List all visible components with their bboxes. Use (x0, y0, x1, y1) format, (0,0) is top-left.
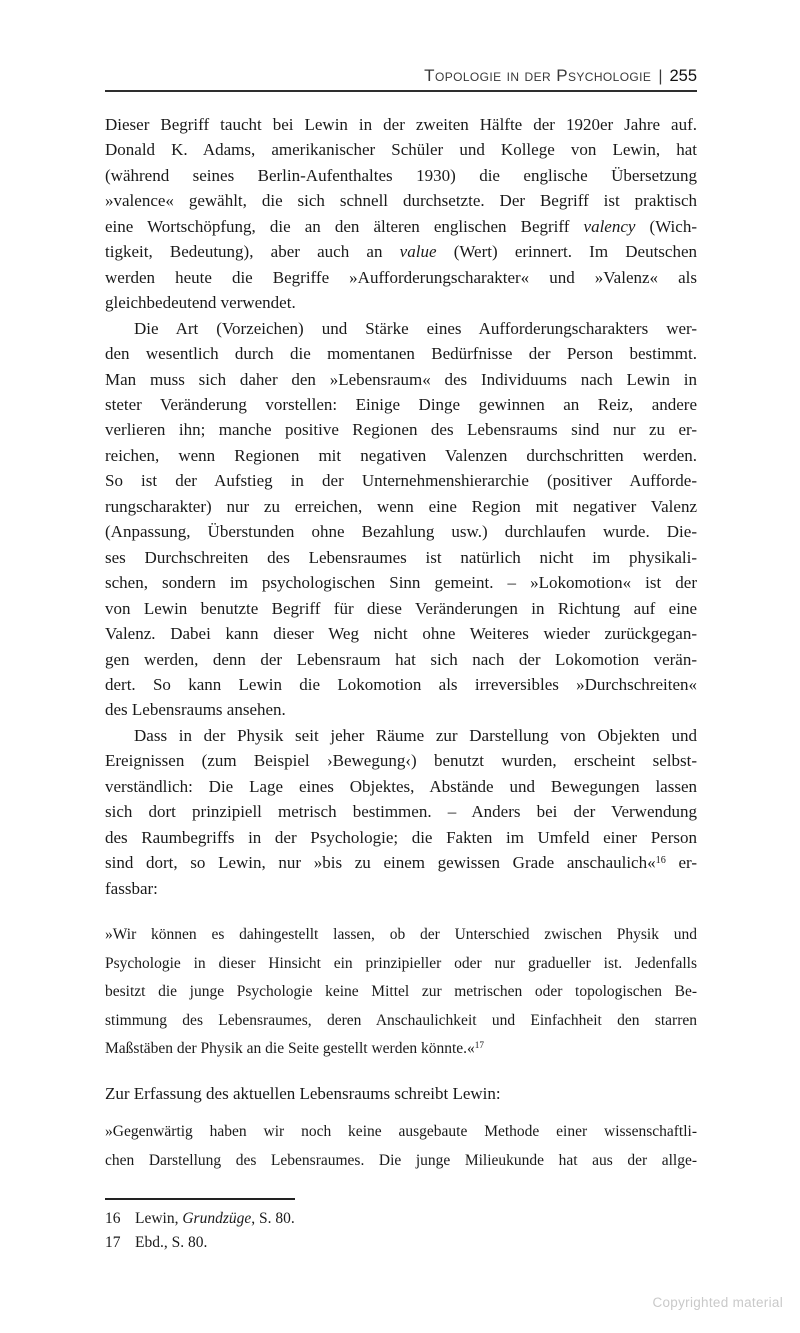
text-line: schen, sondern im psychologischen Sinn gemeint. – »Lokomotion« ist der (105, 573, 697, 593)
header-rule (105, 90, 697, 92)
page-header (105, 66, 697, 92)
text-line: des Raumbegriffs in der Psychologie; die Fakten im Umfeld einer Person (105, 827, 697, 847)
text-line: des Lebensraums ansehen. (105, 700, 286, 720)
text-line: Dass in der Physik seit jeher Räume zur Darstellung von Objekten und (134, 725, 697, 745)
text-line: Dieser Begriff taucht bei Lewin in der zweiten Hälfte der 1920er Jahre auf. (105, 115, 697, 134)
text-line: stimmung des Lebensraumes, deren Anschaulichkeit und Einfachheit den starren (105, 1011, 697, 1029)
text-line: werden heute die Begriffe »Aufforderungscharakter« und »Valenz« als (105, 267, 697, 287)
text-line: (Anpassung, Überstunden ohne Bezahlung usw.) durchlaufen wurde. Die- (105, 522, 697, 542)
text-line: eine Wortschöpfung, die an den älteren englischen Begriff valency (Wich- (105, 216, 697, 236)
footnote-area (105, 1198, 697, 1256)
text-line: »Wir können es dahingestellt lassen, ob der Unterschied zwischen Physik und (105, 926, 697, 944)
paragraph (105, 316, 697, 723)
footnote-number: 17 (105, 1234, 121, 1252)
text-line: verständlich: Die Lage eines Objektes, Abstände und Bewegungen lassen (105, 776, 697, 796)
running-head-row (105, 66, 697, 87)
text-line: gen werden, denn der Lebensraum hat sich nach der Lokomotion verän- (105, 649, 697, 669)
text-line: reichen, wenn Regionen mit negativen Valenzen durchschritten werden. (105, 445, 697, 465)
text-line: »Gegenwärtig haben wir noch keine ausgebaute Methode einer wissenschaftli- (105, 1123, 697, 1141)
text-line: chen Darstellung des Lebensraumes. Die junge Milieukunde hat aus der allge- (105, 1152, 697, 1170)
header-separator: | (658, 68, 663, 85)
block-quote (105, 921, 697, 1064)
block-quote (105, 1118, 697, 1175)
page-body (105, 112, 697, 1176)
text-line: rungscharakter) nur zu erreichen, wenn eine Region mit negativer Valenz (105, 496, 697, 516)
text-line: gleichbedeutend verwendet. (105, 293, 296, 313)
footnote (105, 1207, 697, 1232)
text-line: Man muss sich daher den »Lebensraum« des Individuums nach Lewin in (105, 369, 697, 389)
text-line: Die Art (Vorzeichen) und Stärke eines Aufforderungscharakters wer- (134, 318, 697, 338)
text-line: verlieren ihn; manche positive Regionen des Lebensraums sind nur zu er- (105, 420, 697, 440)
paragraph (105, 112, 697, 316)
text-line: ses Durchschreiten des Lebensraumes ist natürlich nicht im physikali- (105, 547, 697, 567)
footnotes-list (105, 1207, 697, 1256)
text-line: sind dort, so Lewin, nur »bis zu einem gewissen Grade anschaulich«$^{16}$ er- (105, 853, 697, 873)
text-line: »valence« gewählt, die sich schnell durchsetzte. Der Begriff ist praktisch (105, 191, 697, 211)
footnote-separator-rule (105, 1198, 295, 1200)
text-line: sich dort prinzipiell metrisch bestimmen. – Anders bei der Verwendung (105, 802, 697, 822)
text-line: Zur Erfassung des aktuellen Lebensraums schreibt Lewin: (105, 1084, 501, 1104)
footnote-number: 16 (105, 1209, 121, 1227)
text-line: (während seines Berlin-Aufenthaltes 1930) die englische Übersetzung (105, 165, 697, 185)
text-line: den wesentlich durch die momentanen Bedürfnisse der Person bestimmt. (105, 344, 697, 364)
text-line: dert. So kann Lewin die Lokomotion als irreversibles »Durchschreiten« (105, 674, 697, 694)
text-line: Valenz. Dabei kann dieser Weg nicht ohne Weiteres wieder zurückgegan- (105, 624, 697, 644)
text-line: Ereignissen (zum Beispiel ›Bewegung‹) benutzt wurden, erscheint selbst- (105, 751, 697, 771)
text-line: besitzt die junge Psychologie keine Mittel zur metrischen oder topologischen Be- (105, 983, 697, 1001)
watermark: Copyrighted material (652, 1295, 783, 1310)
text-line: Donald K. Adams, amerikanischer Schüler und Kollege von Lewin, hat (105, 140, 697, 160)
text-line: So ist der Aufstieg in der Unternehmenshierarchie (positiver Aufforde- (105, 471, 697, 491)
text-line: steter Veränderung vorstellen: Einige Dinge gewinnen an Reiz, andere (105, 394, 697, 414)
text-line: von Lewin benutzte Begriff für diese Veränderungen in Richtung auf eine (105, 598, 697, 618)
footnote (105, 1231, 697, 1256)
text-line: tigkeit, Bedeutung), aber auch an value (Wert) erinnert. Im Deutschen (105, 242, 698, 262)
footnote-text: Lewin, Grundzüge, S. 80. (135, 1209, 295, 1227)
paragraph (105, 723, 697, 901)
footnote-text: Ebd., S. 80. (135, 1234, 208, 1252)
text-line: Maßstäben der Physik an die Seite gestellt werden könnte.«$^{17}$ (105, 1040, 485, 1058)
text-line: fassbar: (105, 878, 158, 898)
text-line: Psychologie in dieser Hinsicht ein prinzipieller oder nur gradueller ist. Jedenfalls (105, 954, 697, 972)
paragraph (105, 1081, 697, 1106)
running-head-title: Topologie in der Psychologie (424, 66, 652, 85)
page-number: 255 (669, 67, 697, 85)
